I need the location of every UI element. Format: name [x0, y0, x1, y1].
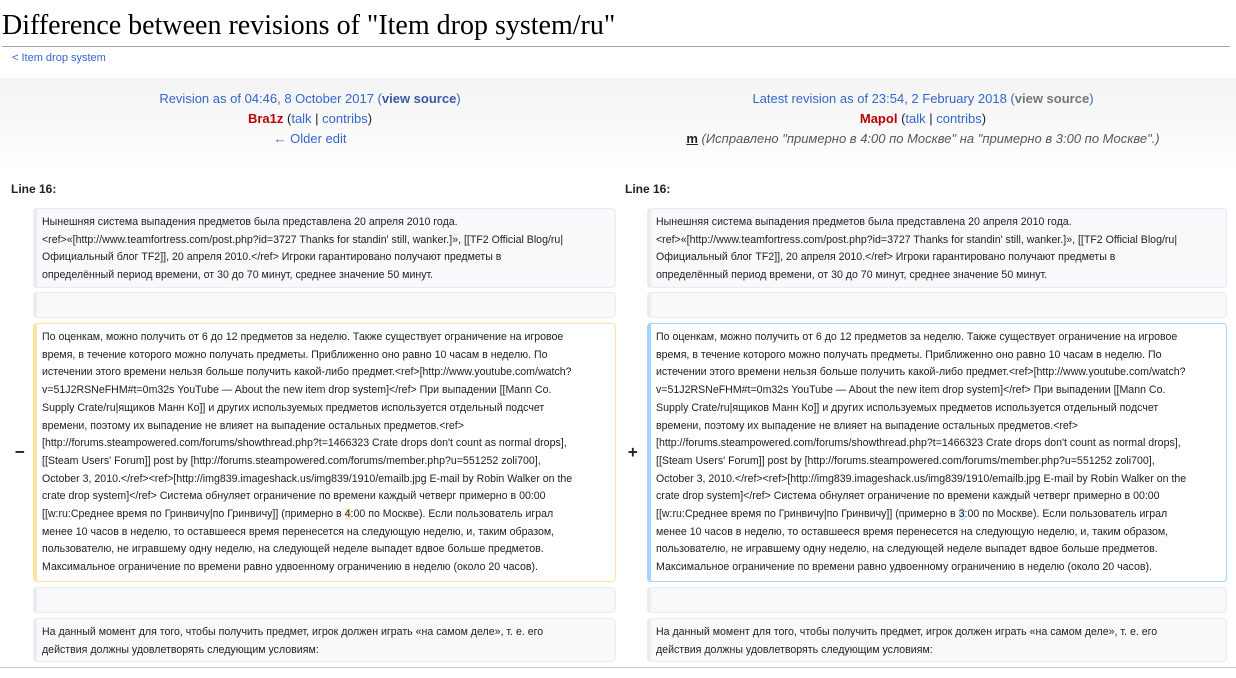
deleted-text-line: времени, поэтому их выпадение не влияет на выпадение остальных предметов.<ref> — [42, 419, 464, 432]
context-line: На данный момент для того, чтобы получить предмет, игрок должен играть «на самом деле», т. е. его — [656, 626, 1158, 638]
deleted-text-line — [42, 506, 609, 524]
added-text-line: Максимальное ограничение по времени равно удвоенному ограничению в неделю (около 20 часов). — [656, 561, 1152, 574]
context-line: Нынешняя система выпадения предметов была представлена 20 апреля 2010 года. — [656, 216, 1072, 228]
deleted-line — [33, 323, 616, 582]
deleted-text-line: время, в течение которого можно получать предметы. Приближенно оно равно 10 часам в неделю. По — [42, 348, 548, 361]
deleted-char-highlight: 4 — [344, 508, 351, 521]
deleted-text-segment: [[w:ru:Среднее время по Гринвичу|по Гринвичу]] (примерно в — [42, 508, 345, 521]
deleted-text-line: менее 10 часов в неделю, то оставшееся время перенесется на следующую неделю, и, таким образом, — [42, 525, 555, 538]
added-text-line: время, в течение которого можно получать предметы. Приближенно оно равно 10 часам в неделю. По — [656, 348, 1162, 361]
added-char-highlight: 3 — [958, 508, 965, 521]
deleted-text-line: Максимальное ограничение по времени равно удвоенному ограничению в неделю (около 20 часов). — [42, 561, 538, 574]
context-line: определённый период времени, от 30 до 70 минут, среднее значение 50 минут. — [42, 269, 434, 282]
context-line: Официальный блог TF2]], 20 апреля 2010.</ref> Игроки гарантировано получают предметы в — [656, 251, 1116, 264]
edit-summary-line — [643, 129, 1203, 149]
empty-context-right — [647, 292, 1227, 318]
empty-context-left — [33, 587, 616, 613]
old-revision-user-link[interactable]: Bra1z — [247, 111, 284, 126]
deleted-text-line: Supply Crate/ru|ящиков Манн Ко]] и других используемых предметов используется отдельный подсчет — [42, 401, 545, 414]
back-to-page-link[interactable]: < Item drop system — [12, 52, 106, 64]
paren-close: ) — [981, 111, 987, 126]
old-revision-user-line — [30, 109, 590, 129]
added-text-segment: :00 по Москве). Если пользователь играл — [964, 508, 1168, 521]
deleted-text-line: По оценкам, можно получить от 6 до 12 предметов за неделю. Также существует ограничение на игровое — [42, 331, 564, 343]
deleted-line-marker: − — [15, 442, 25, 461]
deleted-text-line: [[Steam Users' Forum]] post by [http://forums.steampowered.com/forums/member.php?u=551252 zoli700], — [42, 454, 541, 467]
deleted-text-line: [http://forums.steampowered.com/forums/showthread.php?t=1466323 Crate drops don't count as normal drops], — [42, 437, 567, 450]
context-line: На данный момент для того, чтобы получить предмет, игрок должен играть «на самом деле», т. е. его — [42, 626, 544, 638]
deleted-text-segment: :00 по Москве). Если пользователь играл — [350, 508, 554, 521]
added-text-line: Supply Crate/ru|ящиков Манн Ко]] и других используемых предметов используется отдельный подсчет — [656, 401, 1159, 414]
added-line-marker: + — [628, 442, 638, 461]
separator: | — [311, 111, 323, 126]
context-line: действия должны удовлетворять следующим условиям: — [656, 643, 933, 656]
context-top-left — [33, 208, 616, 288]
old-contribs-link[interactable]: contribs — [322, 111, 368, 126]
minor-edit-flag: m — [686, 131, 698, 146]
new-revision-link[interactable]: Latest revision as of 23:54, 2 February 2018 ( — [752, 91, 1015, 106]
new-talk-link[interactable]: talk — [905, 111, 926, 126]
new-contribs-link[interactable]: contribs — [936, 111, 982, 126]
added-line — [647, 323, 1227, 582]
bottom-divider — [0, 667, 1236, 668]
old-revision-link[interactable]: Revision as of 04:46, 8 October 2017 ( — [159, 91, 382, 106]
new-revision-user-link[interactable]: Mapol — [859, 111, 898, 126]
old-view-source-link[interactable]: view source — [381, 91, 457, 106]
deleted-text-line: October 3, 2010.</ref><ref>[http://img839.imageshack.us/img839/1910/emailb.jpg E-mail by Robin Walker on the — [42, 472, 573, 485]
context-bottom-left — [33, 618, 616, 662]
new-revision-title — [643, 89, 1203, 109]
added-text-line: По оценкам, можно получить от 6 до 12 предметов за неделю. Также существует ограничение на игровое — [656, 331, 1178, 343]
added-text-segment: [[w:ru:Среднее время по Гринвичу|по Гринвичу]] (примерно в — [656, 508, 959, 521]
new-view-source-link[interactable]: view source — [1014, 91, 1090, 106]
edit-summary: (Исправлено "примерно в 4:00 по Москве" на "примерно в 3:00 по Москве".) — [701, 131, 1160, 146]
new-revision-title-suffix: ) — [1089, 91, 1094, 106]
paren-open: ( — [286, 111, 292, 126]
added-text-line: [http://forums.steampowered.com/forums/showthread.php?t=1466323 Crate drops don't count as normal drops], — [656, 437, 1181, 450]
paren-close: ) — [367, 111, 373, 126]
added-text-line: crate drop system]</ref> Система обнуляет ограничение по времени каждый четверг примерно в 00:00 — [656, 490, 1160, 503]
added-text-line: менее 10 часов в неделю, то оставшееся время перенесется на следующую неделю, и, таким образом, — [656, 525, 1169, 538]
page-title: Difference between revisions of "Item drop system/ru" — [2, 8, 1230, 47]
old-talk-link[interactable]: talk — [291, 111, 312, 126]
deleted-text-line: v=51J2RSNeFHM#t=0m32s YouTube — About the new item drop system]</ref> При выпадении [[Mann Co. — [42, 384, 552, 397]
context-top-right — [647, 208, 1227, 288]
added-text-line: October 3, 2010.</ref><ref>[http://img839.imageshack.us/img839/1910/emailb.jpg E-mail by Robin Walker on the — [656, 472, 1187, 485]
context-line: <ref>«[http://www.teamfortress.com/post.php?id=3727 Thanks for standin' still, wanker.]», [[TF2 Official Blog/ru| — [656, 233, 1178, 246]
context-line: определённый период времени, от 30 до 70 минут, среднее значение 50 минут. — [656, 269, 1048, 282]
context-line: <ref>«[http://www.teamfortress.com/post.php?id=3727 Thanks for standin' still, wanker.]», [[TF2 Official Blog/ru| — [42, 233, 564, 246]
old-revision-title-suffix: ) — [456, 91, 461, 106]
context-bottom-right — [647, 618, 1227, 662]
old-revision-header — [30, 89, 590, 149]
context-line: Официальный блог TF2]], 20 апреля 2010.</ref> Игроки гарантировано получают предметы в — [42, 251, 502, 264]
context-line: Нынешняя система выпадения предметов была представлена 20 апреля 2010 года. — [42, 216, 458, 228]
older-edit-link[interactable]: ← Older edit — [273, 131, 347, 146]
deleted-text-line: crate drop system]</ref> Система обнуляет ограничение по времени каждый четверг примерно в 00:00 — [42, 490, 546, 503]
old-revision-title — [30, 89, 590, 109]
deleted-text-line: пользователю, не игравшему одну неделю, на следующей неделе выпадет вдвое больше предметов. — [42, 543, 544, 556]
new-line-number: Line 16: — [625, 182, 671, 196]
added-text-line: времени, поэтому их выпадение не влияет на выпадение остальных предметов.<ref> — [656, 419, 1078, 432]
separator: | — [925, 111, 937, 126]
paren-open: ( — [901, 111, 906, 126]
old-line-number: Line 16: — [11, 182, 57, 196]
empty-context-left — [33, 292, 616, 318]
added-text-line: истечении этого времени нельзя больше получить какой-либо предмет.<ref>[http://www.youtube.com/watch? — [656, 366, 1186, 379]
added-text-line: [[Steam Users' Forum]] post by [http://forums.steampowered.com/forums/member.php?u=551252 zoli700], — [656, 454, 1155, 467]
new-revision-user-line — [643, 109, 1203, 129]
new-revision-header — [643, 89, 1203, 149]
added-text-line: v=51J2RSNeFHM#t=0m32s YouTube — About the new item drop system]</ref> При выпадении [[Mann Co. — [656, 384, 1166, 397]
added-text-line: пользователю, не игравшему одну неделю, на следующей неделе выпадет вдвое больше предметов. — [656, 543, 1158, 556]
context-line: действия должны удовлетворять следующим условиям: — [42, 643, 319, 656]
empty-context-right — [647, 587, 1227, 613]
added-text-line — [656, 506, 1220, 524]
deleted-text-line: истечении этого времени нельзя больше получить какой-либо предмет.<ref>[http://www.youtube.com/watch? — [42, 366, 572, 379]
